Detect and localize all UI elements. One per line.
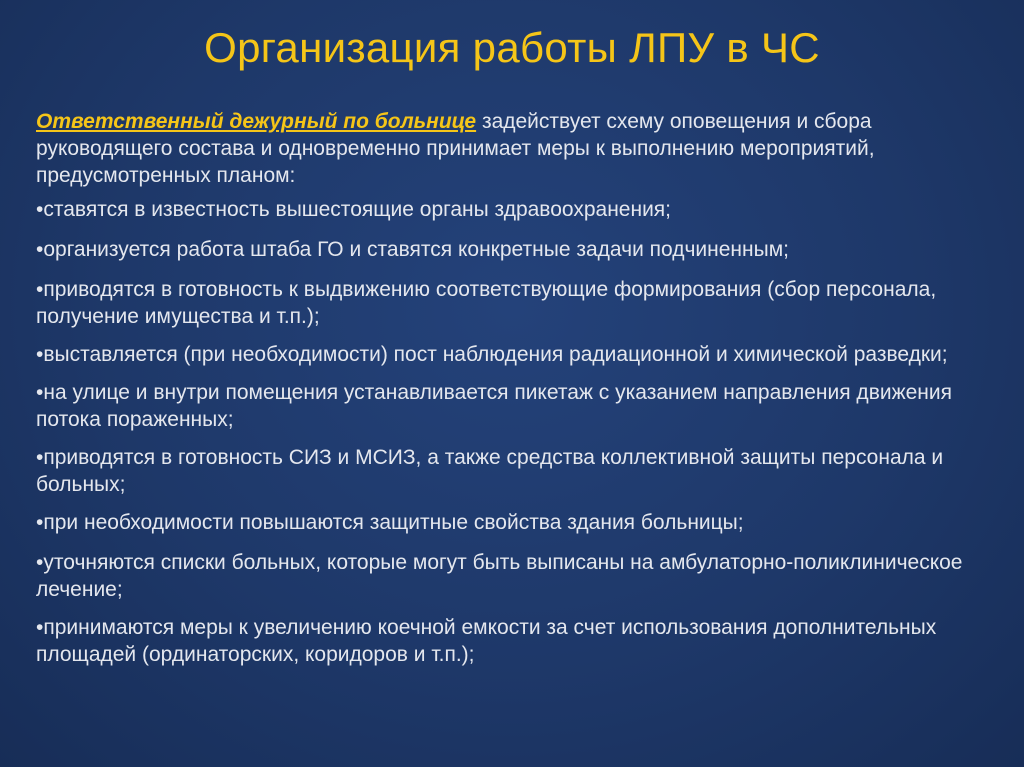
bullet-item: •ставятся в известность вышестоящие органы здравоохранения;	[36, 198, 672, 221]
bullet-item: •приводятся в готовность к выдвижению соответствующие формирования (сбор персонала, получение имущества и т.п.);	[36, 278, 937, 328]
slide-body	[36, 108, 996, 679]
bullet-item: •организуется работа штаба ГО и ставятся конкретные задачи подчиненным;	[36, 238, 789, 261]
bullet-item: •приводятся в готовность СИЗ и МСИЗ, а также средства коллективной защиты персонала и больных;	[36, 446, 944, 496]
bullet-item: •уточняются списки больных, которые могут быть выписаны на амбулаторно-поликлиническое лечение;	[36, 551, 963, 601]
bullet-item: •принимаются меры к увеличению коечной емкости за счет использования дополнительных площадей (ординаторских, коридоров и т.п.);	[36, 616, 937, 666]
intro-paragraph	[36, 108, 996, 189]
intro-lead: Ответственный дежурный по больнице	[36, 110, 477, 133]
bullet-item: •при необходимости повышаются защитные свойства здания больницы;	[36, 511, 744, 534]
bullet-item: •на улице и внутри помещения устанавливается пикетаж с указанием направления движения потока пораженных;	[36, 381, 953, 431]
slide-title: Организация работы ЛПУ в ЧС	[204, 24, 820, 71]
bullet-item: •выставляется (при необходимости) пост наблюдения радиационной и химической разведки;	[36, 343, 948, 366]
intro-text: задействует схему оповещения и сбора руководящего состава и одновременно принимает меры к выполнению мероприятий, предусмотренных планом:	[36, 110, 875, 187]
bullet-list	[36, 196, 996, 668]
